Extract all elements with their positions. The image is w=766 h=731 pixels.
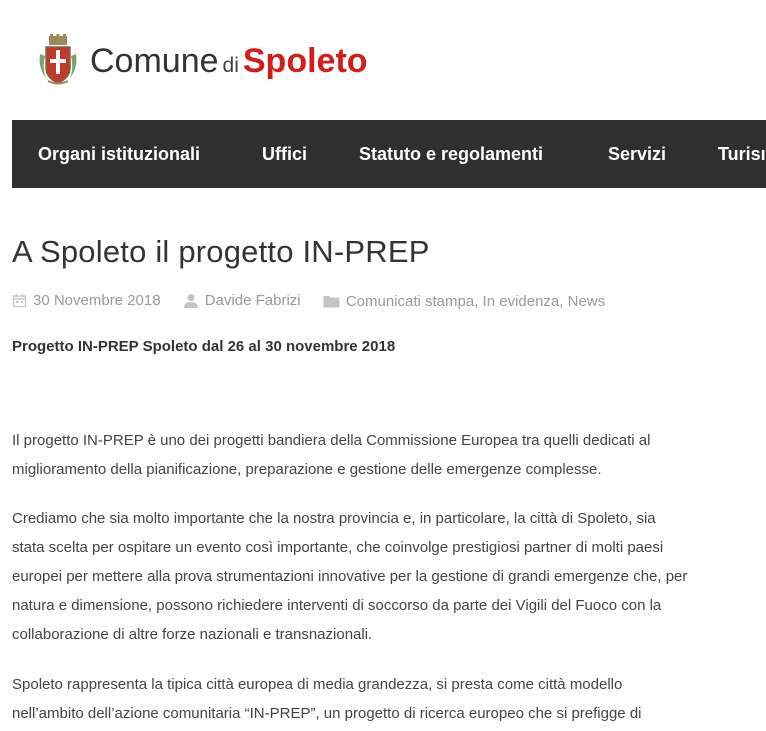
calendar-icon [12,293,27,308]
paragraph-line: natura e dimensione, possono richiedere interventi di soccorso da parte dei Vigili del Fuoco con la [12,597,662,614]
paragraph-line: miglioramento della pianificazione, preparazione e gestione delle emergenze complesse. [12,461,602,478]
paragraph-2 [12,504,756,649]
brand-city-text: Spoleto [242,42,368,80]
site-brand[interactable] [90,44,368,78]
page-title: A Spoleto il progetto IN-PREP [12,234,430,269]
category-link-comunicati-stampa[interactable]: Comunicati stampa [345,292,475,310]
paragraph-line: Spoleto rappresenta la tipica città europea di media grandezza, si presta come città modello [12,676,623,693]
nav-item-statuto-e-regolamenti[interactable]: Statuto e regolamenti [359,144,544,164]
paragraph-3 [12,670,756,728]
paragraph-line: stata scelta per ospitare un evento così importante, che coinvolge prestigiosi partner di molti paesi [12,539,664,556]
category-link-news[interactable]: News [567,292,606,310]
post-date-text: 30 Novembre 2018 [33,292,161,309]
paragraph-line: Il progetto IN-PREP è uno dei progetti bandiera della Commissione Europea tra quelli dedicati al [12,432,651,449]
paragraph-line: nell’ambito dell’azione comunitaria “IN-PREP”, un progetto di ricerca europeo che si prefigge di [12,705,642,722]
nav-item-servizi[interactable]: Servizi [608,144,667,164]
post-author-link[interactable]: Davide Fabrizi [204,292,301,309]
paragraph-line: Crediamo che sia molto importante che la nostra provincia e, in particolare, la città di Spoleto, sia [12,510,656,527]
post-subtitle: Progetto IN-PREP Spoleto dal 26 al 30 novembre 2018 [12,338,396,355]
user-icon [183,293,199,308]
paragraph-line: europei per mettere alla prova strumentazioni innovative per la gestione di grandi emergenze che, per [12,568,688,585]
post-date [12,292,161,309]
folder-icon [323,294,340,308]
category-separator: , [559,292,568,310]
category-link-in-evidenza[interactable]: In evidenza [482,292,560,310]
brand-di-text: di [222,54,239,77]
category-separator: , [474,292,483,310]
nav-item-uffici[interactable]: Uffici [262,144,307,164]
post-categories [323,293,605,310]
coat-of-arms-icon[interactable] [36,34,80,86]
main-navigation [12,120,766,188]
post-meta [12,292,623,312]
paragraph-1 [12,426,756,484]
paragraph-line: collaborazione di altre forze nazionali e transnazionali. [12,626,373,643]
brand-comune-text: Comune [90,42,219,80]
nav-item-turismo[interactable]: Turisı [718,144,766,164]
nav-item-organi-istituzionali[interactable]: Organi istituzionali [38,144,201,164]
post-author[interactable] [183,292,301,309]
site-header [0,0,766,120]
